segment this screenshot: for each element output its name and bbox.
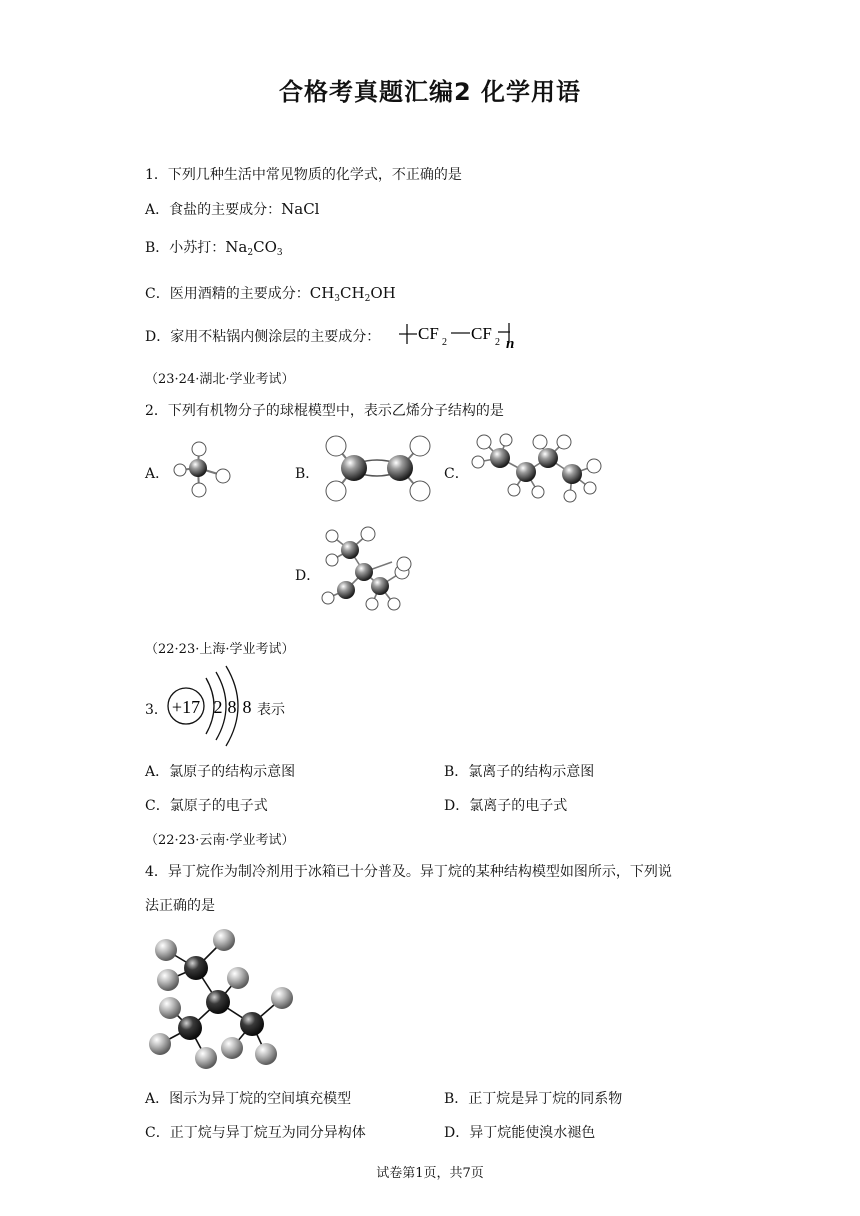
q3-option-d[interactable]: D．氯离子的电子式 (444, 798, 568, 814)
butane-model (470, 432, 606, 508)
q3-option-c[interactable]: C．氯原子的电子式 (145, 798, 268, 814)
q1-option-b-label: B．小苏打： (145, 240, 226, 256)
q4-stem-line-2: 法正确的是 (145, 898, 215, 914)
q2-stem: 2．下列有机物分子的球棍模型中，表示乙烯分子结构的是 (145, 403, 504, 419)
q2-option-d[interactable]: D． (295, 568, 321, 584)
ptfe-sub-1: 2 (442, 337, 447, 348)
q4-source: （22·23·云南·学业考试） (145, 833, 295, 848)
q4-option-a[interactable]: A．图示为异丁烷的空间填充模型 (145, 1091, 352, 1107)
ethylene-model (318, 432, 438, 504)
isobutane-model (142, 924, 304, 1072)
page-title: 合格考真题汇编2 化学用语 (278, 78, 582, 106)
q1-option-a-label: A．食盐的主要成分： (145, 202, 282, 218)
q1-option-b[interactable] (145, 237, 283, 258)
ptfe-cf-1: CF (418, 324, 439, 343)
q3-number: 3． (145, 702, 168, 718)
q3-option-a[interactable]: A．氯原子的结构示意图 (145, 764, 296, 780)
q1-option-b-formula: $Na_2CO_3$ (225, 238, 283, 258)
nucleus-charge: +17 (171, 697, 201, 717)
q4-stem-line-1: 4．异丁烷作为制冷剂用于冰箱已十分普及。异丁烷的某种结构模型如图所示，下列说 (145, 864, 672, 880)
q1-option-d[interactable] (145, 326, 380, 346)
q3-tail: 表示 (257, 702, 285, 718)
q1-option-d-label: D．家用不粘锅内侧涂层的主要成分： (145, 329, 381, 345)
shell-1-electrons: 2 (213, 697, 223, 717)
ptfe-sub-2: 2 (495, 337, 500, 348)
page-footer: 试卷第1页，共7页 (376, 1166, 484, 1181)
q1-option-a[interactable] (145, 199, 319, 219)
propane-model (318, 524, 414, 612)
q2-option-b[interactable]: B． (295, 466, 320, 482)
q2-option-a[interactable]: A． (145, 466, 170, 482)
chlorine-structure-diagram (164, 664, 260, 748)
q1-option-c-formula: $CH_3CH_2OH$ (309, 284, 396, 304)
q4-option-c[interactable]: C．正丁烷与异丁烷互为同分异构体 (145, 1125, 366, 1141)
methane-model (168, 438, 236, 500)
ptfe-cf-2: CF (471, 324, 492, 343)
q3-source: （22·23·上海·学业考试） (145, 642, 295, 657)
q1-stem: 1．下列几种生活中常见物质的化学式，不正确的是 (145, 167, 462, 183)
q1-option-c[interactable] (145, 283, 396, 304)
q4-option-d[interactable]: D．异丁烷能使溴水褪色 (444, 1125, 596, 1141)
q2-option-c[interactable]: C． (444, 466, 469, 482)
shell-2-electrons: 8 (227, 697, 237, 717)
q2-source: （23·24·湖北·学业考试） (145, 372, 295, 387)
q3-option-b[interactable]: B．氯离子的结构示意图 (444, 764, 595, 780)
ptfe-formula (395, 318, 525, 352)
q1-option-a-formula: NaCl (281, 200, 320, 218)
shell-3-electrons: 8 (242, 697, 252, 717)
q4-option-b[interactable]: B．正丁烷是异丁烷的同系物 (444, 1091, 623, 1107)
q1-option-c-label: C．医用酒精的主要成分： (145, 286, 310, 302)
ptfe-n: n (506, 336, 515, 352)
